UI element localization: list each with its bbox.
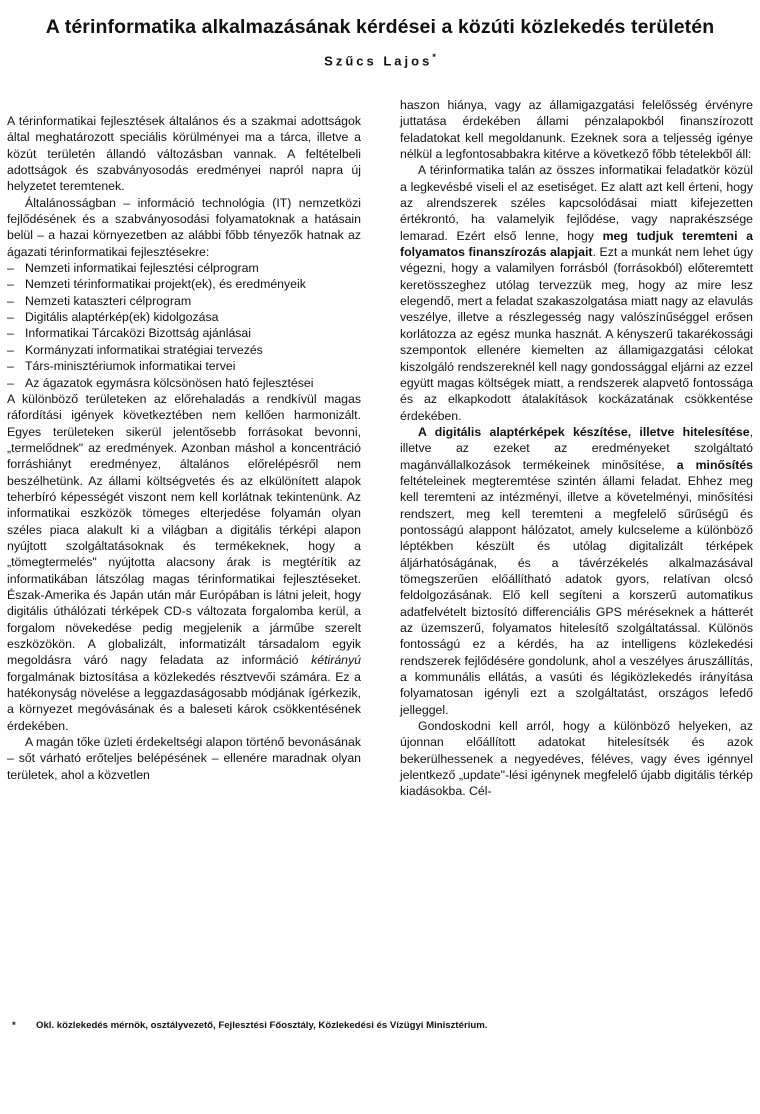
paragraph: A magán tőke üzleti érdekeltségi alapon történő bevonásának – sőt várható erőteljes belépésének – ellenére maradnak olyan területek, ahol a közvetlen — [7, 735, 361, 782]
bold-text: a minősítés — [676, 457, 753, 472]
footnote-mark: * — [12, 1020, 16, 1031]
paragraph: haszon hiánya, vagy az államigazgatási felelősség érvényre juttatása érdekében állami pénzalapokból finanszírozott feladatokat kell megoldanunk. Ezeknek sora a teljesség igénye nélkül a legfontosabbakra kitérve a következő főbb tételekből áll: — [400, 98, 753, 162]
list-item-text: Kormányzati informatikai stratégiai tervezés — [25, 342, 263, 357]
author-name: Szűcs Lajos — [324, 53, 433, 69]
factor-list — [7, 260, 361, 391]
bold-text: A digitális alaptérképek készítése, illetve hitelesítése — [418, 424, 750, 439]
list-item — [7, 342, 361, 358]
author-line — [0, 52, 760, 68]
paragraph-text: feltételeinek megteremtése szintén állami feladat. Ehhez meg kell teremteni az intézményi, illetve a követelményi, minősítési rendszert, meg kell teremteni a megfelelő sűrűségű és pontosságú alappont hálózatot, amely kulcseleme a különböző léptékben készült és utólag digitalizált térképek áljárhatóságának, és a távérzékelés alkalmazásával tömegszerűen előállítható adatok gyors, relatívan olcsó feldolgozásának. Elő kell segíteni a korszerű automatikus adatfelvételt biztosító differenciális GPS méréseknek a hátterét az üzemszerű, folyamatos hitelesítő szolgáltatással. Különös fontosságú ez a kérdés, ha az intelligens közlekedési rendszerek fejlődésére gondolunk, ahol a veszélyes áruszállítás, a kommunális ellátás, a vasúti és légiközlekedés irányítása folyamatosan igényli ezt a szolgáltatást, országos lefedő jelleggel. — [400, 473, 753, 717]
paragraph-text: forgalmának biztosítása a közlekedés résztvevői számára. Ez a hatékonyság növelése a leggazdaságosabb módjának ígérkezik, a környezet megóvásának és a baleseti károk csökkentésének érdekében. — [7, 669, 361, 733]
left-column — [7, 113, 361, 783]
list-dash: – — [7, 310, 14, 325]
list-dash: – — [7, 326, 14, 341]
list-item-text: Nemzeti kataszteri célprogram — [25, 293, 192, 308]
list-item — [7, 276, 361, 292]
article-title: A térinformatika alkalmazásának kérdései a közúti közlekedés területén — [45, 16, 715, 38]
paragraph — [400, 162, 753, 424]
paragraph: A térinformatikai fejlesztések általános és a szakmai adottságok által meghatározott speciális körülményei ma a tárca, illetve a közút területén állandó változásban vannak. A feltételbeli adottságok és szabványosodás eredményei napról napra új helyzetet teremtenek. — [7, 114, 361, 194]
list-dash: – — [7, 342, 14, 357]
paragraph-text: , illetve az ezeket az eredményeket szolgáltató magánvállalkozások termékeinek minősítése, — [400, 424, 753, 472]
author-footnote-mark: * — [432, 52, 436, 62]
list-item — [7, 293, 361, 309]
list-item-text: Informatikai Tárcaközi Bizottság ajánlásai — [25, 326, 252, 341]
list-item — [7, 358, 361, 374]
emphasis-text: kétirányú — [311, 653, 361, 668]
list-item — [7, 309, 361, 325]
paragraph-text: A térinformatika talán az összes informatikai feladatkör közül a legkevésbé viseli el az esetiséget. Ez alatt azt kell érteni, hogy az alrendszerek széles kapcsolódásai miatt kifejezetten értékrontó, ha valamelyik fejlődése, vagy naprakészsége lemarad. Ezért első lenne, hogy — [400, 163, 753, 243]
list-item-text: Nemzeti térinformatikai projekt(ek), és eredményeik — [25, 277, 306, 292]
right-column — [400, 97, 753, 800]
paragraph — [7, 391, 361, 734]
list-dash: – — [7, 293, 14, 308]
footnote-text: Okl. közlekedés mérnök, osztályvezető, Fejlesztési Főosztály, Közlekedési és Vízügyi Minisztérium. — [36, 1020, 488, 1031]
list-dash: – — [7, 375, 14, 390]
list-item-text: Nemzeti informatikai fejlesztési célprogram — [25, 261, 259, 276]
list-dash: – — [7, 261, 14, 276]
list-item-text: Társ-minisztériumok informatikai tervei — [25, 359, 236, 374]
list-dash: – — [7, 359, 14, 374]
bold-text: meg tudjuk teremteni a folyamatos finanszírozás alapjait — [400, 228, 753, 260]
list-item — [7, 325, 361, 341]
paragraph-text: . Ezt a munkát nem lehet úgy végezni, hogy a valamilyen forrásból (forrásokból) előteremtett keretösszeghez utólag tervezzük meg, hogy az mire lesz elegendő, mert a feladat szakaszolgatása miatt nagy az elavulás veszélye, illetve a részlegesség nagy valószínűséggel erősen korlátozza az egész munka hasznát. A kényszerű takarékossági szempontok ellenére kiemelten az államigazgatási célokat kiszolgáló rendszereknél kell nagy gondossággal eljárni az ezzel együtt magas költségek miatt, a rendszerek alapvető fontossága és az elkapkodott átalakítások kockázatának csökkentése érdekében. — [400, 245, 753, 423]
list-dash: – — [7, 277, 14, 292]
paragraph: Általánosságban – információ technológia (IT) nemzetközi fejlődésének és a szabványosodási folyamatoknak a hatásain belül – a hazai környezetben az alábbi főbb tényezők hatnak az ágazati térinformatikai fejlesztésekre: — [7, 195, 361, 259]
list-item — [7, 375, 361, 391]
paragraph-text: A különböző területeken az előrehaladás a rendkívül magas ráfordítási igények következtében nem kellően harmonizált. Egyes területeken sikerül jelentősebb forrásokat bevonni, „termelődnek" az eredmények. Azonban máshol a koncentráció forráshiányt eredményez, általános előrelépésről nem beszélhetünk. Az állami költségvetés és az elkülönített alapok teherbíró képességét viszont nem kell korlátnak tekintenünk. Az informatikai eszközök tömeges elterjedése folyamán olyan széles piaca alakult ki a világban a digitális térképi alapon nyújtott szolgáltatásoknak és termékeknek, hogy a „tömegtermelés" nyújtotta alacsony árak is megtérítik az informatikában látszólag magas térinformatikai fejlesztéseket. Észak-Amerika és Japán után már Európában is látni jeleit, hogy digitális úthálózati térképek CD-s változata forgalomba kerül, a forgalom növekedése pedig megjelenik a járműbe szerelt eszközökön. A globalizált, informatizált társadalom egyik megoldásra váró nagy feladata az információ — [7, 391, 361, 668]
paragraph: Gondoskodni kell arról, hogy a különböző helyeken, az újonnan előállított adatokat hitelesítsék és azok bekerülhessenek a negyedéves, féléves, vagy éves igénnyel jelentkező „update"-lési igénynek megfelelő újabb digitális térkép kiadásokba. Cél- — [400, 719, 753, 799]
list-item-text: Az ágazatok egymásra kölcsönösen ható fejlesztései — [25, 375, 314, 390]
paragraph — [400, 424, 753, 718]
list-item — [7, 260, 361, 276]
footnote — [12, 1020, 752, 1031]
list-item-text: Digitális alaptérkép(ek) kidolgozása — [25, 310, 219, 325]
